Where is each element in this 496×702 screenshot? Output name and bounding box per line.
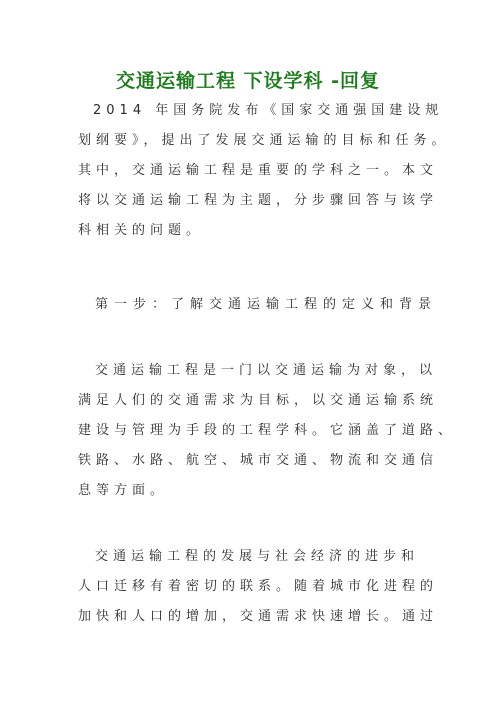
paragraph-2-line-4: 铁路、水路、航空、城市交通、物流和交通信 <box>78 453 439 468</box>
paragraph-1-line-3: 其中，交通运输工程是重要的学科之一。本文 <box>78 163 439 178</box>
paragraph-1-line-4: 将以交通运输工程为主题，分步骤回答与该学 <box>78 193 439 208</box>
paragraph-3-line-1: 交通运输工程的发展与社会经济的进步和 <box>95 549 420 564</box>
paragraph-1-line-1: 2014 年国务院发布《国家交通强国建设规 <box>93 103 444 118</box>
paragraph-3-line-2: 人口迁移有着密切的联系。随着城市化进程的 <box>78 579 439 594</box>
paragraph-1-line-5: 科相关的问题。 <box>78 223 205 238</box>
step-1-heading: 第一步：了解交通运输工程的定义和背景 <box>95 297 438 312</box>
paragraph-3-line-3: 加快和人口的增加，交通需求快速增长。通过 <box>78 609 439 624</box>
paragraph-1-line-2: 划纲要》，提出了发展交通运输的目标和任务。 <box>78 133 450 148</box>
paragraph-2-line-5: 息等方面。 <box>78 483 169 498</box>
document-title: 交通运输工程 下设学科 -回复 <box>115 70 381 92</box>
paragraph-2-line-1: 交通运输工程是一门以交通运输为对象，以 <box>95 363 438 378</box>
paragraph-2-line-2: 满足人们的交通需求为目标，以交通运输系统 <box>78 393 439 408</box>
paragraph-2-line-3: 建设与管理为手段的工程学科。它涵盖了道路、 <box>78 423 457 438</box>
